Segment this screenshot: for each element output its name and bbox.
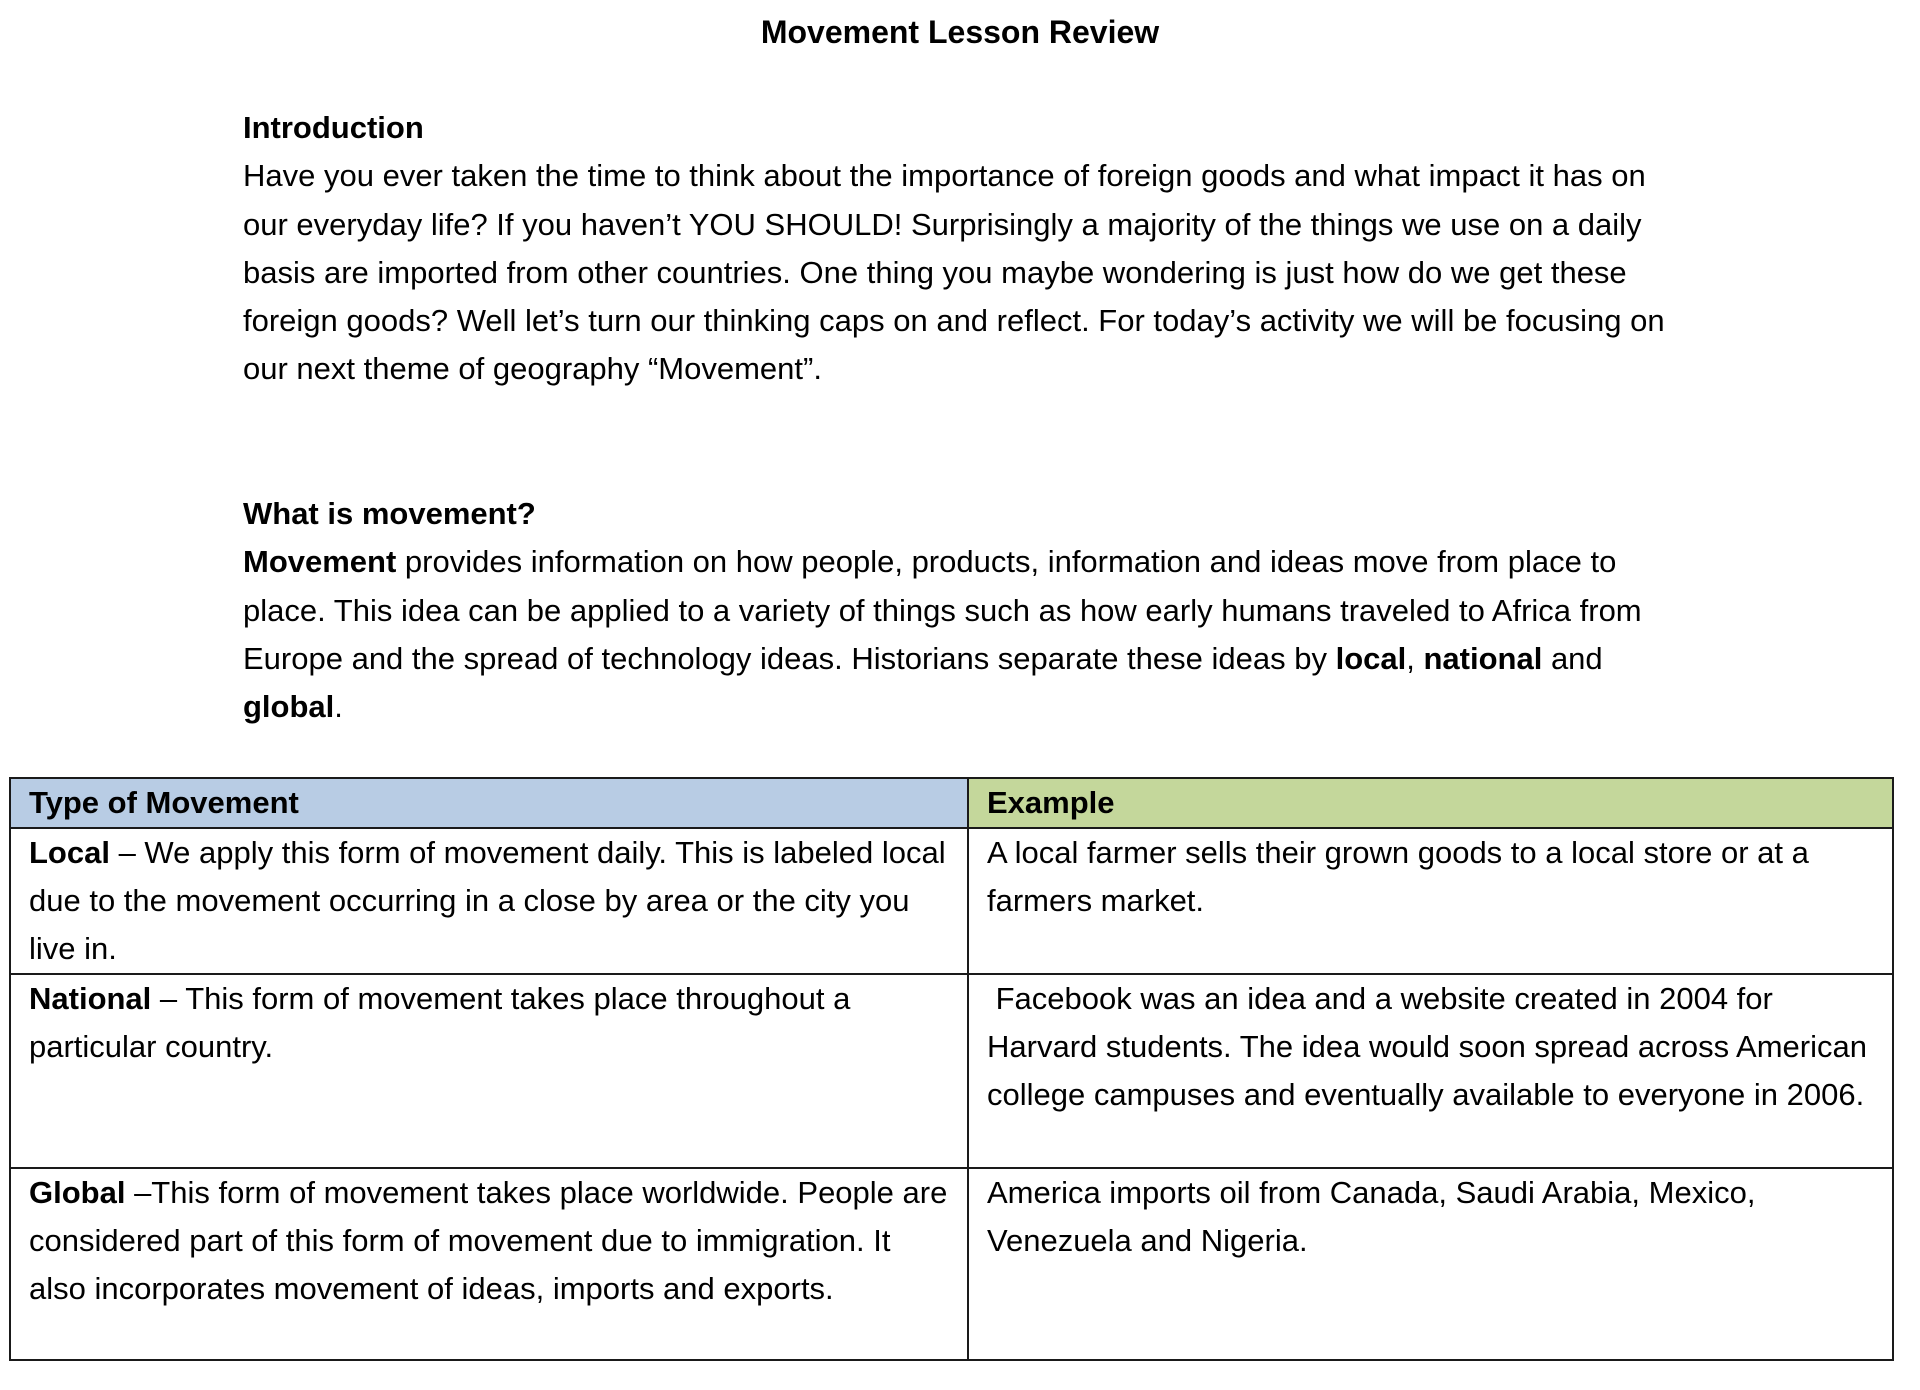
what-is-movement-body <box>243 538 1683 731</box>
example-cell: America imports oil from Canada, Saudi Arabia, Mexico, Venezuela and Nigeria. <box>968 1168 1893 1360</box>
separator: and <box>1542 640 1603 676</box>
movement-type-term: National <box>29 981 152 1016</box>
period: . <box>334 689 343 725</box>
column-header-type: Type of Movement <box>10 778 968 828</box>
movement-type-description: – We apply this form of movement daily. This is labeled local due to the movement occurring in a close by area or the city you live in. <box>29 835 946 966</box>
type-cell <box>10 828 968 974</box>
what-is-movement-section <box>243 490 1683 731</box>
introduction-body: Have you ever taken the time to think about the importance of foreign goods and what impact it has on our everyday life? If you haven’t YOU SHOULD! Surprisingly a majority of the things we use on a daily basis are imported from other countries. One thing you maybe wondering is just how do we get these foreign goods? Well let’s turn our thinking caps on and reflect. For today’s activity we will be focusing on our next theme of geography “Movement”. <box>243 158 1665 387</box>
table-row <box>10 974 1893 1168</box>
movement-type-description: – This form of movement takes place throughout a particular country. <box>29 981 851 1064</box>
table-row <box>10 1168 1893 1360</box>
type-cell <box>10 1168 968 1360</box>
what-is-movement-heading: What is movement? <box>243 496 536 531</box>
global-term: global <box>243 689 335 725</box>
example-cell: Facebook was an idea and a website created in 2004 for Harvard students. The idea would soon spread across American college campuses and eventually available to everyone in 2006. <box>968 974 1893 1168</box>
example-cell: A local farmer sells their grown goods to a local store or at a farmers market. <box>968 828 1893 974</box>
movement-type-term: Local <box>29 835 110 870</box>
body-text: provides information on how people, products, information and ideas move from place to place. This idea can be applied to a variety of things such as how early humans traveled to Africa from Europe and the spread of technology ideas. Historians separate these ideas by <box>243 544 1642 676</box>
national-term: national <box>1423 640 1543 676</box>
movement-types-table <box>9 777 1894 1361</box>
type-cell <box>10 974 968 1168</box>
separator: , <box>1406 640 1424 676</box>
table-row <box>10 828 1893 974</box>
movement-type-term: Global <box>29 1175 126 1210</box>
column-header-example: Example <box>968 778 1893 828</box>
local-term: local <box>1335 640 1407 676</box>
movement-term: Movement <box>243 544 397 580</box>
movement-type-description: –This form of movement takes place worldwide. People are considered part of this form of movement due to immigration. It also incorporates movement of ideas, imports and exports. <box>29 1175 948 1306</box>
table-header-row <box>10 778 1893 828</box>
document-title: Movement Lesson Review <box>760 14 1160 50</box>
introduction-section <box>243 104 1683 394</box>
introduction-heading: Introduction <box>243 110 424 145</box>
